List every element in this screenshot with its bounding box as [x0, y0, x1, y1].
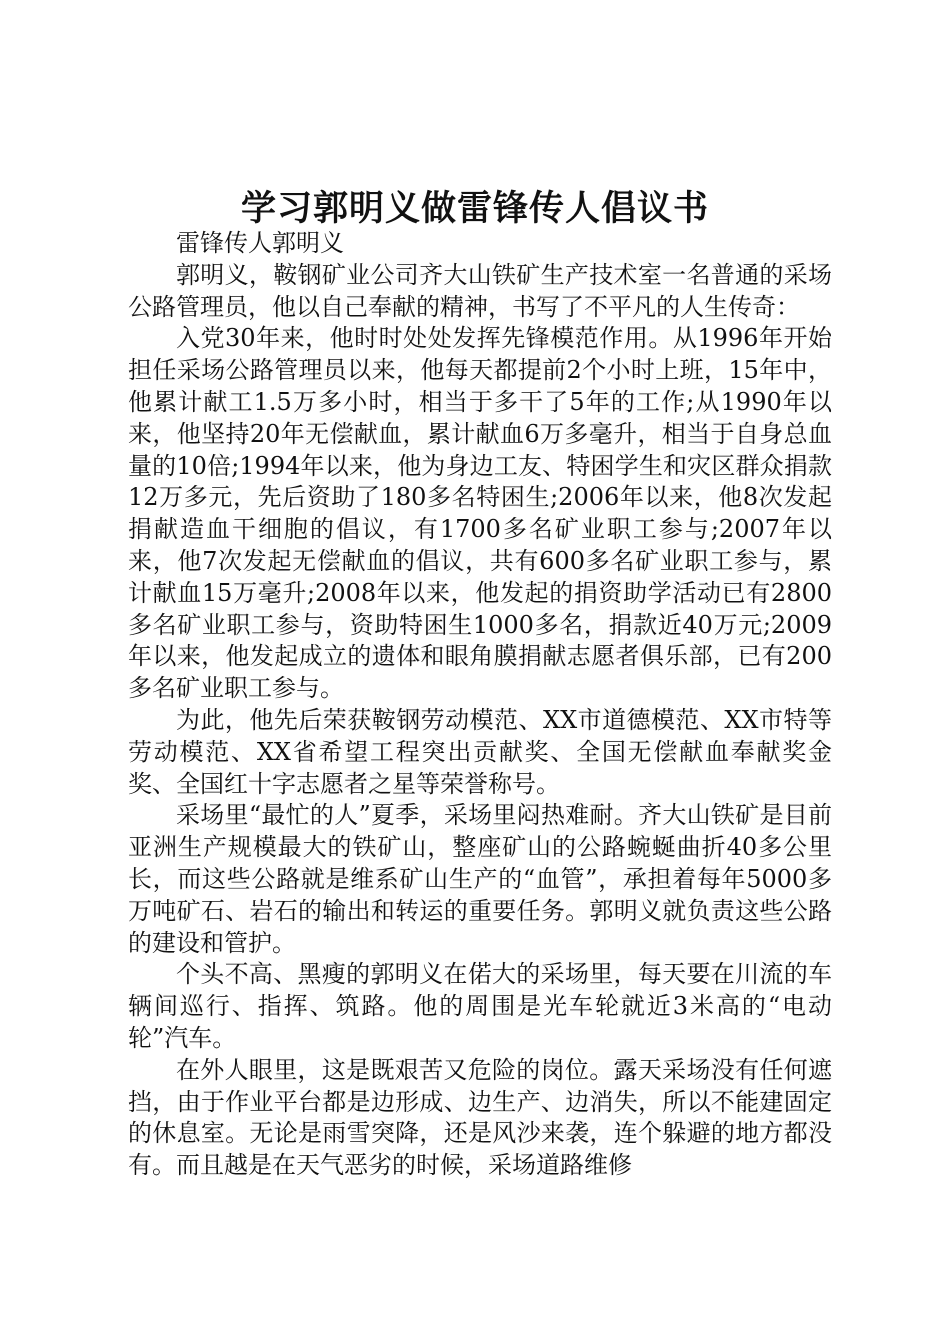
paragraph: 个头不高、黑瘦的郭明义在偌大的采场里，每天要在川流的车辆间巡行、指挥、筑路。他的周围是光车轮就近3米高的“电动轮”汽车。: [128, 960, 832, 1052]
paragraph: 雷锋传人郭明义: [176, 229, 344, 257]
paragraph: 在外人眼里，这是既艰苦又危险的岗位。露天采场没有任何遮挡，由于作业平台都是边形成、边生产、边消失，所以不能建固定的休息室。无论是雨雪突降，还是风沙来袭，连个躲避的地方都没有。而且越是在天气恶劣的时候，采场道路维修: [128, 1055, 832, 1180]
document-title: 学习郭明义做雷锋传人倡议书: [240, 189, 709, 229]
document-body: [128, 228, 832, 1182]
paragraph: 郭明义，鞍钢矿业公司齐大山铁矿生产技术室一名普通的采场公路管理员，他以自己奉献的精神，书写了不平凡的人生传奇：: [128, 260, 832, 321]
paragraph: 入党30年来，他时时处处发挥先锋模范作用。从1996年开始担任采场公路管理员以来，他每天都提前2个小时上班，15年中，他累计献工1.5万多小时，相当于多干了5年的工作;从1990年以来，他坚持20年无偿献血，累计献血6万多毫升，相当于自身总血量的10倍;1994年以来，他为身边工友、特困学生和灾区群众捐款12万多元，先后资助了180多名特困生;2006年以来，他8次发起捐献造血干细胞的倡议，有1700多名矿业职工参与;2007年以来，他7次发起无偿献血的倡议，共有600多名矿业职工参与，累计献血15万毫升;2008年以来，他发起的捐资助学活动已有2800多名矿业职工参与，资助特困生1000多名，捐款近40万元;2009年以来，他发起成立的遗体和眼角膜捐献志愿者俱乐部，已有200多名矿业职工参与。: [128, 324, 832, 703]
paragraph: 采场里“最忙的人”夏季，采场里闷热难耐。齐大山铁矿是目前亚洲生产规模最大的铁矿山，整座矿山的公路蜿蜒曲折40多公里长，而这些公路就是维系矿山生产的“血管”，承担着每年5000多万吨矿石、岩石的输出和转运的重要任务。郭明义就负责这些公路的建设和管护。: [128, 801, 832, 957]
paragraph: 为此，他先后荣获鞍钢劳动模范、XX市道德模范、XX市特等劳动模范、XX省希望工程突出贡献奖、全国无偿献血奉献奖金奖、全国红十字志愿者之星等荣誉称号。: [128, 705, 832, 798]
